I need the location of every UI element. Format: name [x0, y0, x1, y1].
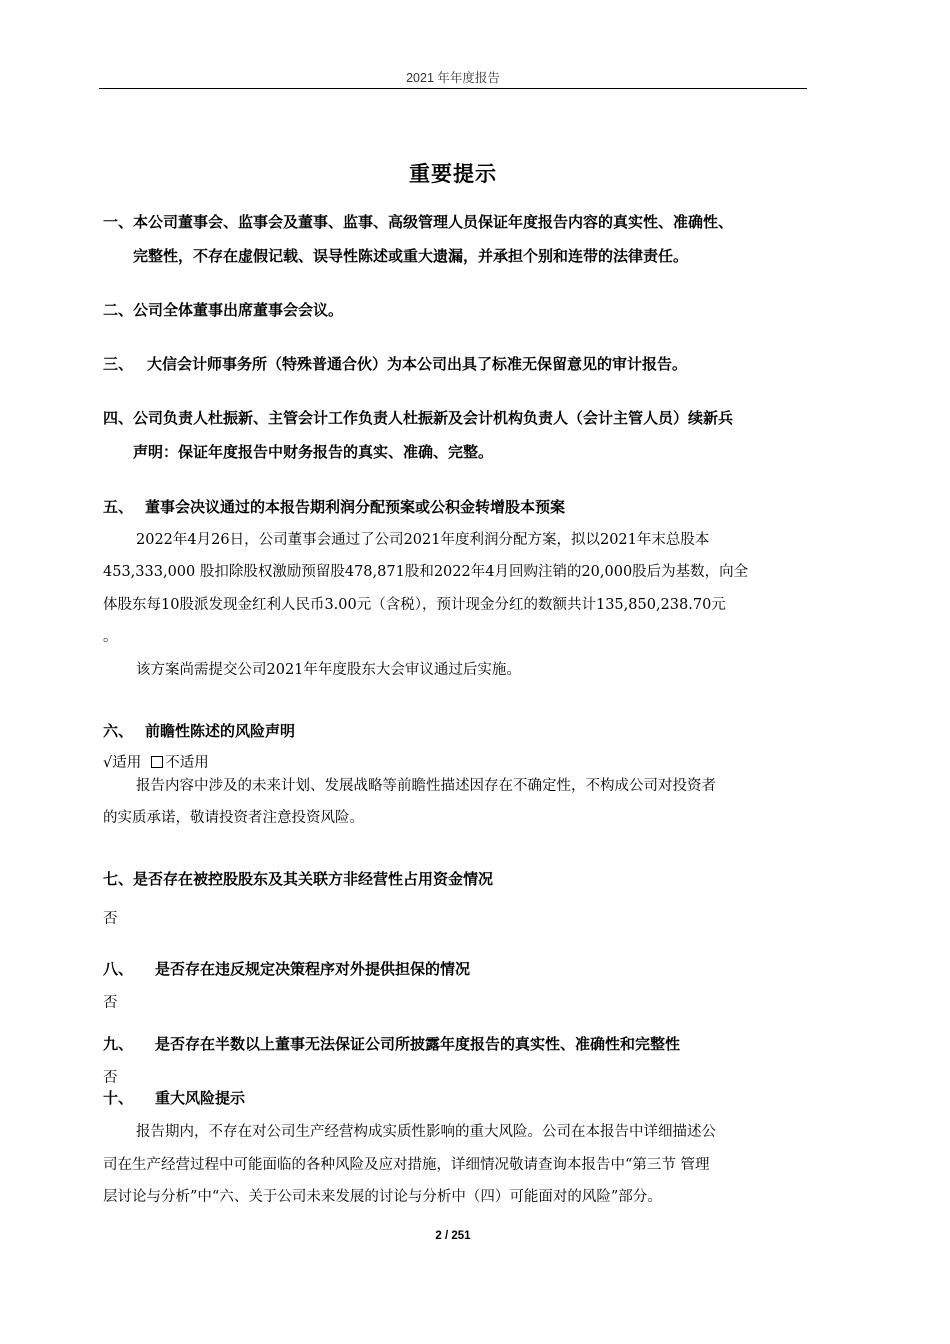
item-nine-heading [103, 1033, 680, 1054]
item-five-paragraph2: 该方案尚需提交公司2021年年度股东大会审议通过后实施。 [136, 662, 521, 678]
page-header: 2021 年年度报告 [406, 71, 500, 85]
item-six-paragraph-line2: 的实质承诺，敬请投资者注意投资风险。 [103, 810, 364, 826]
item-four-line2: 声明：保证年度报告中财务报告的真实、准确、完整。 [133, 443, 494, 461]
applicability-options [103, 751, 209, 772]
item-five-paragraph-line4: 。 [103, 629, 118, 645]
page-title: 重要提示 [409, 162, 497, 186]
item-two-heading [103, 299, 343, 320]
item-eight-text: 是否存在违反规定决策程序对外提供担保的情况 [155, 960, 471, 978]
not-applicable-checkbox [151, 756, 163, 768]
item-five-paragraph-line3: 体股东每10股派发现金红利人民币3.00元（含税），预计现金分红的数额共计135,850,238.70元 [103, 597, 726, 613]
page-number: 2 / 251 [435, 1230, 471, 1242]
item-ten-heading [103, 1087, 245, 1108]
item-five-paragraph-line1: 2022年4月26日，公司董事会通过了公司2021年度利润分配方案，拟以2021年末总股本 [136, 532, 710, 548]
item-four-line1: 公司负责人杜振新、主管会计工作负责人杜振新及会计机构负责人（会计主管人员）续新兵 [133, 409, 734, 427]
item-ten-text: 重大风险提示 [155, 1089, 246, 1107]
item-six-paragraph-line1: 报告内容中涉及的未来计划、发展战略等前瞻性描述因存在不确定性，不构成公司对投资者 [136, 778, 716, 794]
item-one-line1: 本公司董事会、监事会及董事、监事、高级管理人员保证年度报告内容的真实性、准确性、 [133, 213, 734, 231]
item-one-heading [103, 211, 733, 232]
item-seven-number: 七、 [103, 870, 134, 888]
item-five-paragraph-line2: 453,333,000 股扣除股权激励预留股478,871股和2022年4月回购注销的20,000股后为基数，向全 [103, 564, 749, 580]
item-nine-answer: 否 [103, 1070, 118, 1086]
item-four-number: 四、 [103, 409, 134, 427]
applicable-checked: √适用 [103, 755, 142, 771]
item-three-number: 三、 [103, 355, 134, 373]
item-ten-number: 十、 [103, 1089, 134, 1107]
item-ten-paragraph-line3: 层讨论与分析”中“六、关于公司未来发展的讨论与分析中（四）可能面对的风险”部分。 [103, 1189, 662, 1205]
item-five-text: 董事会决议通过的本报告期利润分配预案或公积金转增股本预案 [145, 498, 566, 516]
item-seven-heading [103, 868, 493, 889]
item-six-heading [103, 720, 295, 741]
item-one-number: 一、 [103, 213, 134, 231]
item-eight-answer: 否 [103, 995, 118, 1011]
item-four-heading [103, 407, 733, 428]
item-nine-text: 是否存在半数以上董事无法保证公司所披露年度报告的真实性、准确性和完整性 [155, 1035, 681, 1053]
item-five-number: 五、 [103, 498, 134, 516]
item-one-line2: 完整性，不存在虚假记载、误导性陈述或重大遗漏，并承担个别和连带的法律责任。 [133, 247, 689, 265]
item-nine-number: 九、 [103, 1035, 134, 1053]
item-two-number: 二、 [103, 301, 134, 319]
item-six-text: 前瞻性陈述的风险声明 [145, 722, 296, 740]
item-seven-answer: 否 [103, 911, 118, 927]
header-rule [99, 88, 807, 89]
item-ten-paragraph-line2: 司在生产经营过程中可能面临的各种风险及应对措施，详细情况敬请查询本报告中“第三节 管理 [103, 1157, 710, 1173]
item-eight-number: 八、 [103, 960, 134, 978]
item-three-heading [103, 353, 687, 374]
item-ten-paragraph-line1: 报告期内，不存在对公司生产经营构成实质性影响的重大风险。公司在本报告中详细描述公 [136, 1124, 716, 1140]
item-eight-heading [103, 958, 470, 979]
item-two-text: 公司全体董事出席董事会会议。 [133, 301, 344, 319]
item-five-heading [103, 496, 565, 517]
not-applicable-label: 不适用 [165, 755, 209, 771]
item-six-number: 六、 [103, 722, 134, 740]
item-seven-text: 是否存在被控股股东及其关联方非经营性占用资金情况 [133, 870, 494, 888]
item-three-text: 大信会计师事务所（特殊普通合伙）为本公司出具了标准无保留意见的审计报告。 [147, 355, 688, 373]
